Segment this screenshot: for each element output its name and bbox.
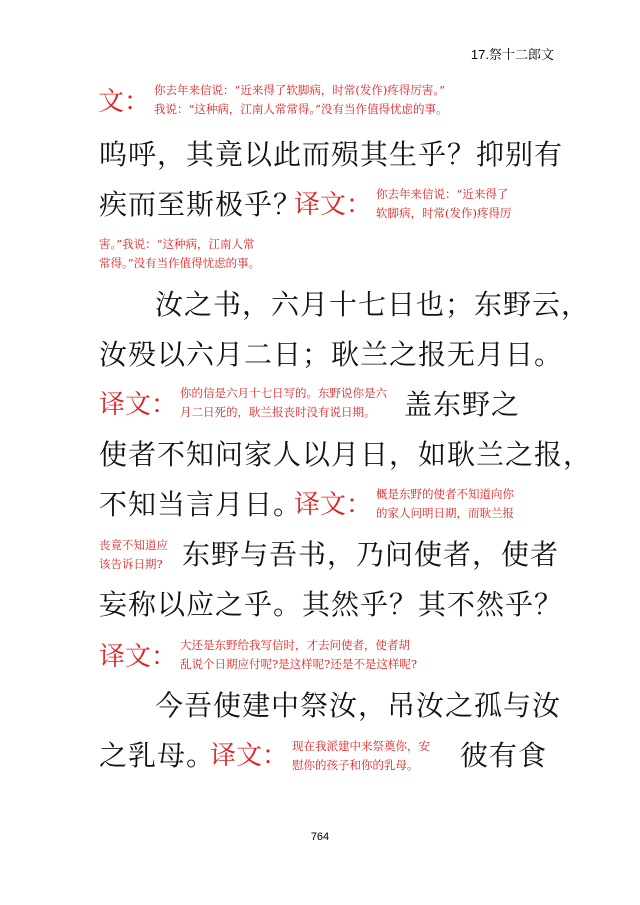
translation-label: 文： xyxy=(98,87,151,117)
chapter-header: 17.祭十二郎文 xyxy=(470,47,554,62)
text-line: 今吾使建中祭汝，吊汝之孤与汝 xyxy=(155,689,562,722)
translation-note: 大还是东野给我写信时，才去问使者，使者胡 xyxy=(180,638,410,652)
translation-note: 常得。”没有当作值得忧虑的事。 xyxy=(99,256,261,270)
translation-label: 译文： xyxy=(99,390,178,420)
text-line: 汝殁以六月二日；耿兰之报无月日。 xyxy=(99,338,564,371)
translation-label: 译文： xyxy=(294,190,373,220)
translation-note: 该告诉日期? xyxy=(99,557,163,571)
translation-label: 译文： xyxy=(99,642,178,672)
text-line: 之乳母。 xyxy=(99,739,216,772)
translation-note: 丧竟不知道应 xyxy=(99,538,168,552)
text-line: 使者不知问家人以月日，如耿兰之报， xyxy=(99,438,593,471)
text-line: 东野与吾书，乃问使者，使者 xyxy=(182,538,560,571)
translation-note: 月二日死的，耿兰报丧时没有说日期。 xyxy=(180,405,376,419)
translation-note: 现在我派建中来祭奠你，安 xyxy=(292,739,430,753)
translation-note: 我说：“这种病，江南人常常得。”没有当作值得忧虑的事。 xyxy=(154,102,448,116)
translation-note: 你去年来信说：“近来得了软脚病，时常(发作)疼得厉害。” xyxy=(154,83,445,97)
translation-note: 你的信是六月十七日写的。东野说你是六 xyxy=(180,386,387,400)
translation-note: 的家人问明日期，而耿兰报 xyxy=(376,506,514,520)
page-number: 764 xyxy=(310,831,330,843)
translation-note: 你去年来信说：“近来得了 xyxy=(376,187,509,201)
text-line: 盖东野之 xyxy=(404,388,521,421)
text-line: 呜呼，其竟以此而殒其生乎？抑别有 xyxy=(99,138,564,171)
translation-note: 乱说个日期应付呢?是这样呢?还是不是这样呢? xyxy=(180,657,417,671)
text-line: 妄称以应之乎。其然乎？其不然乎？ xyxy=(99,588,564,621)
translation-label: 译文： xyxy=(210,741,289,771)
translation-note: 慰你的孩子和你的乳母。 xyxy=(292,758,419,772)
text-line: 彼有食 xyxy=(460,739,548,772)
text-line: 疾而至斯极乎？ xyxy=(99,188,303,221)
text-line: 汝之书，六月十七日也；东野云， xyxy=(155,288,591,321)
translation-label: 译文： xyxy=(294,490,373,520)
text-line: 不知当言月日。 xyxy=(99,488,303,521)
translation-note: 害。”我说：“这种病，江南人常 xyxy=(99,237,255,251)
translation-note: 软脚病，时常(发作)疼得厉 xyxy=(376,206,512,220)
translation-note: 概是东野的使者不知道向你 xyxy=(376,487,514,501)
